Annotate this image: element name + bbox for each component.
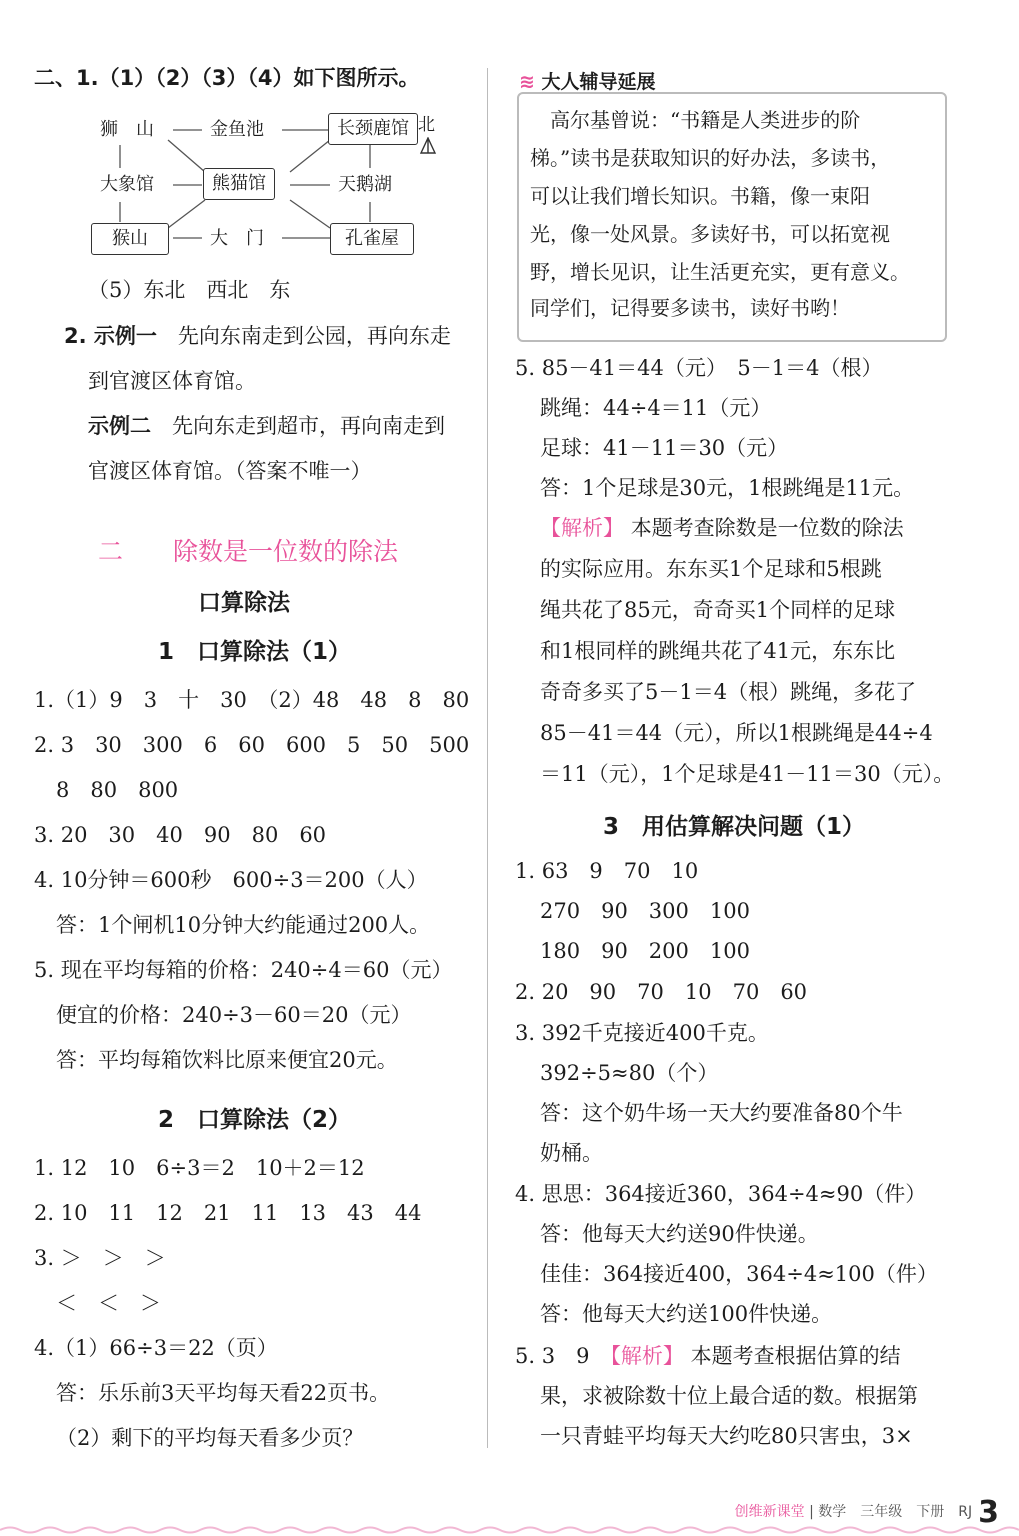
- example1-text-2: 到官渡区体育馆。: [88, 369, 256, 393]
- s3-line: 答：他每天大约送100件快递。: [540, 1302, 833, 1326]
- tip-line: 高尔基曾说：“书籍是人类进步的阶: [530, 108, 861, 132]
- analysis-text: 本题考查除数是一位数的除法: [630, 516, 904, 540]
- s3-line: 3. 392千克接近400千克。: [515, 1021, 769, 1045]
- tip-line: 野，增长见识，让生活更充实，更有意义。: [530, 260, 910, 284]
- q5-line: 答：1个足球是30元，1根跳绳是11元。: [540, 476, 915, 500]
- s1-line: 5. 现在平均每箱的价格：240÷4＝60（元）: [34, 958, 453, 982]
- footer-subject: 数学 三年级 下册 RJ: [818, 1504, 973, 1520]
- tip-line: 光，像一处风景。多读好书，可以拓宽视: [530, 222, 890, 246]
- q5-line: 5. 85－41＝44（元） 5－1＝4（根）: [515, 356, 883, 380]
- map-node-damen: 大 门: [210, 228, 264, 249]
- north-arrow-icon: [419, 137, 437, 155]
- q5-line: 跳绳：44÷4＝11（元）: [540, 396, 772, 420]
- s3-line: 答：这个奶牛场一天大约要准备80个牛: [540, 1101, 903, 1125]
- s3-line: 392÷5≈80（个）: [540, 1061, 719, 1085]
- unit-title: 除数是一位数的除法: [173, 537, 399, 566]
- section3-title: 用估算解决问题（1）: [642, 814, 866, 840]
- section2-title: 口算除法（2）: [197, 1107, 352, 1133]
- example2-text: 先向东走到超市，再向南走到: [172, 414, 445, 438]
- footer-brand: 创维新课堂: [734, 1504, 805, 1520]
- s1-line: 4. 10分钟＝600秒 600÷3＝200（人）: [34, 868, 428, 892]
- q2-1-5: （5）东北 西北 东: [88, 278, 291, 302]
- q5b-line: 果，求被除数十位上最合适的数。根据第: [540, 1384, 918, 1408]
- s3-line: 270 90 300 100: [540, 899, 750, 923]
- example1-text: 先向东南走到公园，再向东走: [177, 324, 451, 348]
- map-node-xiongmao: 熊猫馆: [203, 168, 275, 200]
- q5-line: 足球：41－11＝30（元）: [540, 436, 789, 460]
- example2-text-2: 官渡区体育馆。（答案不唯一）: [88, 459, 372, 483]
- tip-title: 大人辅导延展: [541, 71, 656, 93]
- s2-line: ＜ ＜ ＞: [56, 1291, 161, 1315]
- s1-line: 答：平均每箱饮料比原来便宜20元。: [56, 1048, 398, 1072]
- map-node-houshan: 猴山: [91, 223, 169, 255]
- s1-line: 答：1个闸机10分钟大约能通过200人。: [56, 913, 431, 937]
- s3-line: 奶桶。: [540, 1141, 603, 1165]
- section2-number: 2: [158, 1107, 175, 1133]
- analysis-tag: 【解析】: [540, 516, 624, 540]
- tip-line: 可以让我们增长知识。书籍，像一束阳: [530, 184, 870, 208]
- s3-line: 答：他每天大约送90件快递。: [540, 1222, 819, 1246]
- section3-number: 3: [603, 814, 620, 840]
- map-node-kongque: 孔雀屋: [330, 223, 414, 255]
- s2-line: 答：乐乐前3天平均每天看22页书。: [56, 1381, 391, 1405]
- s2-line: 3. ＞ ＞ ＞: [34, 1246, 166, 1270]
- q2-1-intro: 二、1.（1）（2）（3）（4）如下图所示。: [34, 66, 420, 90]
- s1-line: 2. 3 30 300 6 60 600 5 50 500: [34, 733, 470, 757]
- tip-wave-icon: ≋: [519, 71, 535, 93]
- s2-line: （2）剩下的平均每天看多少页？: [56, 1426, 364, 1450]
- s3-line: 4. 思思：364接近360，364÷4≈90（件）: [515, 1182, 927, 1206]
- map-node-daxiang: 大象馆: [100, 174, 154, 195]
- analysis-line: ＝11（元），1个足球是41－11＝30（元）。: [540, 762, 955, 786]
- analysis-line: 绳共花了85元，奇奇买1个同样的足球: [540, 598, 896, 622]
- analysis-line: 85－41＝44（元），所以1根跳绳是44÷4: [540, 721, 933, 745]
- s1-line: 3. 20 30 40 90 80 60: [34, 823, 327, 847]
- example1-label: 示例一: [93, 324, 157, 348]
- subsection-title: 口算除法: [198, 590, 290, 616]
- map-node-changjinglu: 长颈鹿馆: [328, 113, 418, 145]
- tip-line: 同学们，记得要多读书，读好书哟！: [530, 296, 850, 320]
- section1-number: 1: [158, 639, 175, 665]
- page-number: 3: [978, 1495, 999, 1530]
- map-node-tiane: 天鹅湖: [338, 174, 392, 195]
- s3-line: 2. 20 90 70 10 70 60: [515, 980, 808, 1004]
- s1-line: 便宜的价格：240÷3－60＝20（元）: [56, 1003, 412, 1027]
- s3-line: 180 90 200 100: [540, 939, 750, 963]
- analysis-line: 奇奇多买了5－1＝4（根）跳绳，多花了: [540, 680, 917, 704]
- q5b-analysis-text: 本题考查根据估算的结: [690, 1344, 901, 1368]
- q5b-answer: 5. 3 9: [515, 1344, 590, 1368]
- q5b-line: 一只青蛙平均每天大约吃80只害虫，3×: [540, 1424, 913, 1448]
- page-footer: 创维新课堂 | 数学 三年级 下册 RJ 3: [734, 1495, 999, 1530]
- section1-title: 口算除法（1）: [197, 639, 352, 665]
- analysis-line: 和1根同样的跳绳共花了41元，东东比: [540, 639, 896, 663]
- s2-line: 1. 12 10 6÷3＝2 10＋2＝12: [34, 1156, 365, 1180]
- s1-line: 8 80 800: [56, 778, 179, 802]
- q5b-analysis-tag: 【解析】: [610, 1344, 684, 1368]
- north-label: 北: [418, 115, 435, 135]
- example2-label: 示例二: [88, 414, 151, 438]
- s3-line: 佳佳：364接近400，364÷4≈100（件）: [540, 1262, 938, 1286]
- unit-number: 二: [98, 537, 124, 566]
- s2-line: 4.（1）66÷3＝22（页）: [34, 1336, 278, 1360]
- map-node-jinyuchi: 金鱼池: [210, 119, 264, 140]
- s2-line: 2. 10 11 12 21 11 13 43 44: [34, 1201, 422, 1225]
- analysis-line: 的实际应用。东东买1个足球和5根跳: [540, 557, 882, 581]
- s1-line: 1.（1）9 3 十 30 （2）48 48 8 80: [34, 688, 470, 712]
- footer-wave-decoration: [0, 1525, 1019, 1535]
- s3-line: 1. 63 9 70 10: [515, 859, 699, 883]
- map-node-shishan: 狮 山: [100, 119, 154, 140]
- tip-line: 梯。”读书是获取知识的好办法，多读书，: [530, 146, 891, 170]
- column-divider: [487, 68, 488, 1448]
